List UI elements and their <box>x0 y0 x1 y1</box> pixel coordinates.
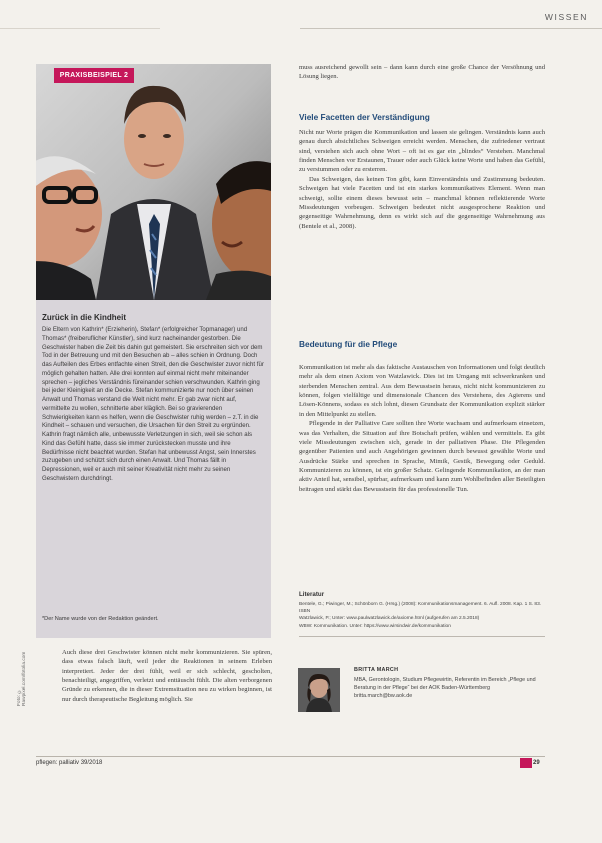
author-email-link[interactable]: britta.march@bw.aok.de <box>354 692 413 699</box>
paragraph-1: Nicht nur Worte prägen die Kommunikation und lassen sie gelingen. Verständnis kann auch genau durch absichtliches Schweigen erreicht werden. Menschen, die zufriedener vertraut sind, verstehen sich auch ohne Wort – oft ist es gar ein „blindes“ Verstehen. Manchmal finden Menschen vor Erstaunen, Trauer oder auch Glück keine Worte und haben das Gefühl, zu verstummen oder zu ersterren. <box>299 129 545 174</box>
left-header-rule <box>0 28 160 29</box>
photo-credit: Foto: © Rawpixel.com/fotolia.com <box>17 651 27 706</box>
header-rule <box>300 28 602 29</box>
case-title: Zurück in die Kindheit <box>42 313 127 322</box>
right-column-section1 <box>299 128 545 231</box>
heading-pflege: Bedeutung für die Pflege <box>299 339 398 349</box>
intro-paragraph: muss ausreichend gewollt sein – dann kann durch eine große Chance der Versöhnung und Lösung liegen. <box>299 64 545 81</box>
literature-item: Watzlawick, P.; Unter: www.paulwatzlawick.de/axiome.html (aufgerufen am 2.5.2018) <box>299 616 480 622</box>
left-paragraph: Auch diese drei Geschwister können nicht mehr kommunizieren. Sie spüren, dass etwas falsch läuft, weil jeder die Reaktionen in seinem Erleben interpretiert. Jeder der drei fühlt, weil er sich schlecht, gescholten, benachteiligt, angegriffen, verletzt und enttäuscht fühlt. Die alten verborgenen Gründe zu erkennen, die in dieser Extremsituation neu zu wirken beginnen, ist nur durch therapeutische Begleitung möglich. Sie <box>62 649 272 703</box>
right-column-section2 <box>299 363 545 494</box>
case-photo <box>36 64 271 300</box>
author-bio-text: MBA, Gerontologin, Studium Pflegewirtin, Referentin im Bereich „Pflege und Beratung in der Pflege“ bei der AOK Baden-Württemberg <box>354 677 536 691</box>
literature-title: Literatur <box>299 591 325 598</box>
left-column-text <box>62 648 272 704</box>
page-number: 29 <box>533 760 540 766</box>
case-note: *Der Name wurde von der Redaktion geändert. <box>42 616 159 622</box>
author-name: BRITTA MARCH <box>354 667 399 673</box>
case-text: Die Eltern von Kathrin* (Erzieherin), Stefan* (erfolgreicher Topmanager) und Thomas* (freiberuflicher Künstler), sind kurz nacheinander gestorben. Die Geschwister haben die Zeit bis dahin gut gemeistert. Sie erschreiten sich vor dem Tod in der Betreuung und mit den Besuchen ab – alles schien in Ordnung. Doch das Aufteilen des Erbes entfachte einen Streit, den die Geschwister zuvor nicht für möglich gehalten hatten. Alle drei konnten auf einmal nicht mehr miteinander sprechen – jegliches Verständnis füreinander schien verschwunden. Kathrin ging bei jeder Kleinigkeit an die Decke. Stefan kommunizierte nur noch über seinen Anwalt und Thomas verstand die Welt nicht mehr. Er gab zwar nicht auf, vermittelte zu wollen, schnitterte aber kläglich. Bei so gravierenden Schwierigkeiten kann es helfen, wenn die Geschwister ruhig werden – z.T. in die Kindheit – schauen und versuchen, die Ursachen für den Streit zu ergründen. Kathrin fragt nämlich alle, unbewusste Verletzungen in sich, weil sie schon als Kind das Gefühl hatte, dass sie immer zurückstecken musste und ihre Bedürfnisse nicht beachtet wurden. Stefan hat unbewusst Angst, sein Innerstes zuzugeben und schützt sich durch einen Anwalt. Und Thomas fällt in Depressionen, weil er auch mit seiner Kreativität nicht mehr zu seinen Geschwistern durchdringt. <box>42 326 264 483</box>
section-rubric: WISSEN <box>544 12 588 22</box>
right-column-intro <box>299 63 545 82</box>
author-avatar <box>298 668 340 712</box>
literature-list <box>299 601 545 630</box>
paragraph-4: Pflegende in der Palliative Care sollten ihre Worte wachsam und aufmerksam einsetzen, was das Verhalten, die Situation auf ihre Botschaft prüfen, wählen und vermitteln. Es gibt viele Missdeutungen zwischen sich, gerade in der palliativen Phase. Die Pflegenden gegenüber Patienten und auch Angehörigen gewinnen durch bewusst gewählte Worte und Ausdrücke Stärke und sprechen in Sprache, Mimik, Gestik, Bewegung oder Geduld. Kommunizieren zu können, ist ein großer Schatz. Gelingende Kommunikation, an der man aktiv Anteil hat, sensibel, spürbar, aufmerksam und kann zum Wohlbefinden aller Beteiligten beitragen und stärkt das Bewusstsein für das professionelle Tun. <box>299 420 545 493</box>
case-tag: PRAXISBEISPIEL 2 <box>54 68 134 83</box>
author-bio <box>354 677 544 700</box>
paragraph-2: Das Schweigen, das keinen Ton gibt, kann Einverständnis und Zustimmung bedeuten. Schweigen hat viele Facetten und ist ein starkes kommunikatives Element. Wenn man schweigt, sollte einem dieses bewusst sein – manchmal können reflektierende Worte Missdeutungen vorbeugen. Schweigen bedeutet nicht ausgesprochene Reaktion und gegenseitige Wahrnehmung, denn es wirkt sich auf die gegenseitige Wahrnehmung aus (Bentele et al., 2008). <box>299 175 545 230</box>
page-marker <box>520 758 532 768</box>
literature-item: WBW: Kommunikation. Unter: https://www.wirsindwir.de/kommunikation <box>299 623 451 629</box>
paragraph-3: Kommunikation ist mehr als das faktische Austauschen von Informationen und folgt deutlich mehr als dem einen Axiom von Watzlawick. Dies ist im Umgang mit schwerkranken und sterbenden Menschen zentral. Aus dem Bewusstsein heraus, nicht nicht kommunizieren zu können, folgen vielfältige und dimensionale Chancen des Verstehens, des Agierens und Lösen-Könnens, sodass es sich lohnt, diesen Grundsatz der Kommunikation explizit stärker in den Mittelpunkt zu stellen. <box>299 364 545 418</box>
heading-facetten: Viele Facetten der Verständigung <box>299 112 430 122</box>
literature-item: Bentele, G.; Piwinger, M.; Schönborn G. (Hrsg.) (2008): Kommunikationsmanagement. 6. Aufl. 2008. Kap. 1 S. 83. ISBN <box>299 602 542 615</box>
footer-rule <box>36 756 545 757</box>
literature-rule <box>299 636 545 637</box>
journal-name: pflegen: palliativ 39/2018 <box>36 760 103 766</box>
